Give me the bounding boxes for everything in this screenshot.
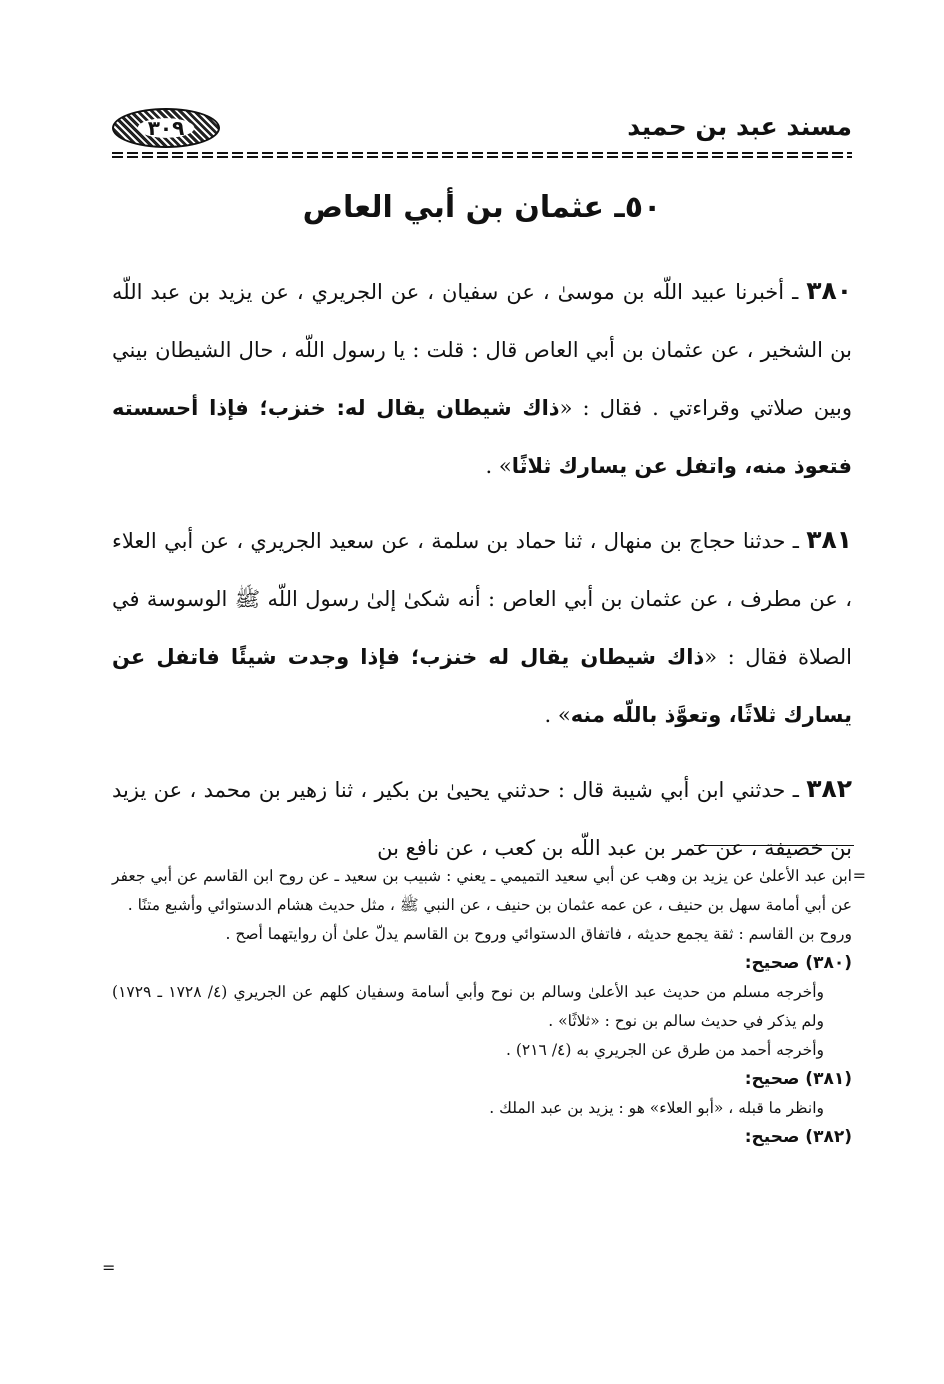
footnote-380-label: (٣٨٠) صحيح: [744, 953, 852, 973]
hadith-number: ٣٨٠ [806, 276, 852, 305]
hadith-text: ـ حدثنا حجاج بن منهال ، ثنا حماد بن سلمة ، عن سعيد الجريري ، عن أبي العلاء ، عن مطرف ، عن عثمان بن أبي العاص : أنه شكىٰ إلىٰ رسول اللّه ﷺ الوسوسة في الصلاة فقال : « [112, 529, 853, 669]
footnote-continued-2: وروح بن القاسم : ثقة يجمع حديثه ، فاتفاق الدستوائي وروح بن القاسم يدلّ علىٰ أن روايتهما أصح . [225, 925, 852, 943]
hadith-quote: ذاك شيطان يقال له: خنزب؛ فإذا أحسسته فتعوذ منه، واتفل عن يسارك ثلاثًا [112, 396, 852, 478]
hadith-text: ـ أخبرنا عبيد اللّه بن موسىٰ ، عن سفيان ، عن الجريري ، عن يزيد بن عبد اللّه بن الشخير ، عن عثمان بن أبي العاص قال : قلت : يا رسول اللّه ، حال الشيطان بيني وبين صلاتي وقراءتي . فقال : « [112, 280, 852, 420]
header-divider [112, 152, 852, 158]
hadith-text: ـ حدثني ابن أبي شيبة قال : حدثني يحيىٰ بن بكير ، ثنا زهير بن محمد ، عن يزيد بن خصيفة ، عن عمر بن عبد اللّه بن كعب ، عن نافع بن [112, 778, 852, 860]
hadith-380 [112, 262, 852, 495]
footnotes [112, 862, 852, 1152]
page-number: ٣٠٩ [147, 116, 185, 140]
footnote-divider [694, 845, 854, 846]
footnote-continued: ابن عبد الأعلىٰ عن يزيد بن وهب عن أبي سعيد التميمي ـ يعني : شبيب بن سعيد ـ عن روح ابن القاسم عن أبي جعفر عن أبي أمامة سهل بن حنيف ، عن عمه عثمان بن حنيف ، عن النبي ﷺ ، مثل حديث هشام الدستوائي وأشبع متنًا . [112, 867, 852, 914]
end-continuation-mark: = [102, 1258, 116, 1277]
page-header [112, 100, 852, 160]
section-title: ٥٠ـ عثمان بن أبي العاص [302, 190, 662, 225]
main-text [112, 262, 852, 893]
running-title: مسند عبد بن حميد [627, 112, 852, 141]
footnote-380-text-2: وأخرجه أحمد من طرق عن الجريري به (٤/ ٢١٦) . [506, 1041, 824, 1059]
footnote-381-label: (٣٨١) صحيح: [744, 1069, 852, 1089]
footnote-380-text: وأخرجه مسلم من حديث عبد الأعلىٰ وسالم بن نوح وأبي أسامة وسفيان كلهم عن الجريري (٤/ ١٧٢٨ ـ ١٧٢٩) ولم يذكر في حديث سالم بن نوح : «ثلاثًا» . [112, 983, 825, 1030]
footnote-381-text: وانظر ما قبله ، «أبو العلاء» هو : يزيد بن عبد الملك . [489, 1099, 824, 1117]
hadith-quote: ذاك شيطان يقال له خنزب؛ فإذا وجدت شيئًا فاتفل عن يسارك ثلاثًا، وتعوَّذ باللّه منه [112, 645, 852, 727]
hadith-number: ٣٨٢ [806, 774, 852, 803]
hadith-number: ٣٨١ [806, 525, 852, 554]
hadith-end: » . [544, 703, 571, 727]
hadith-382 [112, 760, 852, 877]
hadith-end: » . [485, 454, 512, 478]
page-number-badge [112, 108, 220, 148]
continuation-mark: = [852, 866, 866, 885]
hadith-381 [112, 511, 852, 744]
footnote-382-label: (٣٨٢) صحيح: [744, 1127, 852, 1147]
